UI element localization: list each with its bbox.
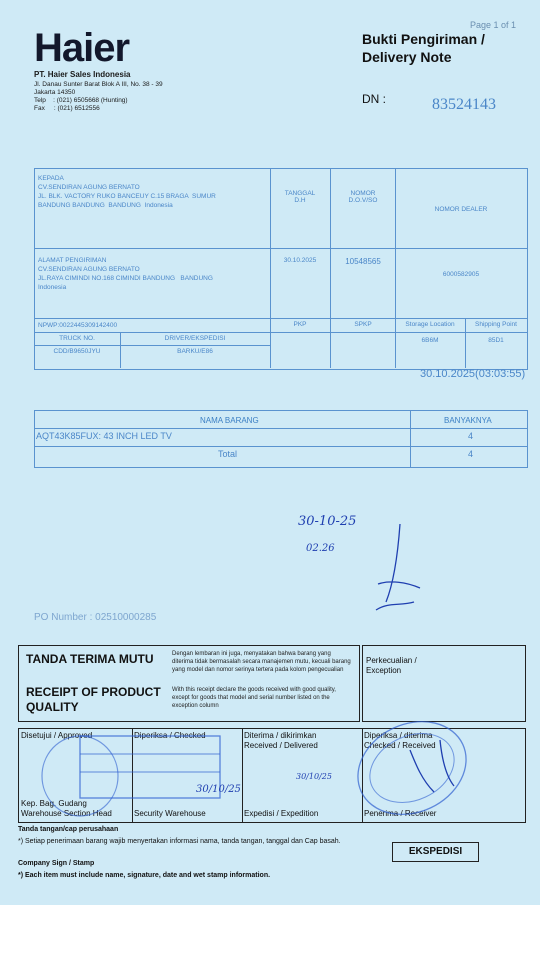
tanggal-sub: D.H (294, 197, 306, 204)
haier-logo: Haier (34, 26, 130, 70)
handwritten-time: 02.26 (306, 543, 335, 554)
dealer-value: 6000582905 (442, 271, 480, 278)
kepada-block (38, 174, 216, 210)
kepada-address-2: BANDUNG BANDUNG BANDUNG Indonesia (38, 202, 173, 209)
sig-checked-bottom: Security Warehouse (134, 809, 206, 818)
shipment-divider (34, 332, 527, 333)
sig-delivered-top: Diterima / dikirimkan Received / Delivered (244, 731, 318, 750)
tanggal-header (272, 190, 328, 204)
npwp: NPWP:0022445309142400 (38, 322, 118, 329)
items-divider (34, 446, 527, 447)
kepada-label: KEPADA (38, 175, 64, 182)
storage-location-label: Storage Location (405, 321, 455, 328)
title-line-1: Bukti Pengiriman / (362, 31, 485, 47)
sig-received-bottom: Penerima / Receiver (364, 809, 437, 818)
note-id: *) Setiap penerimaan barang wajib menyertakan informasi nama, tanda tangan, tanggal dan Cap basah. (18, 838, 341, 845)
shipment-divider (34, 318, 527, 319)
shipment-divider (395, 168, 396, 368)
alamat-label: ALAMAT PENGIRIMAN (38, 257, 107, 264)
alamat-address-1: JL.RAYA CIMINDI NO.168 CIMINDI BANDUNG BANDUNG (38, 275, 213, 282)
handwritten-note-3: 30/10/25 (296, 772, 332, 781)
receipt-text-id: Dengan lembaran ini juga, menyatakan bahwa barang yang diterima tidak bermasalah secara manajemen mutu, kecuali barang yang model dan nomor serinya tertera pada kolom pengecualian (172, 651, 351, 673)
receipt-text-en: With this receipt declare the goods received with good quality, except for goods that model and serial number listed on the exception column (172, 687, 336, 709)
sign-label: Company Sign / Stamp (18, 860, 95, 867)
item-name: AQT43K85FUX: 43 INCH LED TV (36, 431, 172, 441)
handwritten-date: 30-10-25 (298, 514, 357, 529)
handwritten-signature (370, 522, 430, 617)
page-indicator: Page 1 of 1 (470, 20, 517, 30)
items-divider (34, 428, 527, 429)
shipment-divider (34, 248, 527, 249)
kepada-name: CV.SENDIRAN AGUNG BERNATO (38, 184, 140, 191)
alamat-block (38, 256, 213, 292)
company-name: PT. Haier Sales Indonesia (34, 70, 131, 79)
total-value: 4 (468, 449, 474, 459)
pkp-label: PKP (293, 321, 307, 328)
sig-approved-bottom: Kep. Bag. Gudang Warehouse Section Head (21, 799, 112, 818)
shipment-divider (34, 345, 270, 346)
spkp-label: SPKP (354, 321, 372, 328)
shipment-divider (270, 168, 271, 368)
shipment-divider (120, 332, 121, 368)
printed-datetime: 30.10.2025(03:03:55) (420, 368, 526, 380)
nomor-sub: D.O.V/SO (348, 197, 378, 204)
storage-location-value: 6B6M (421, 337, 439, 344)
document-title (362, 30, 485, 66)
warehouse-stamp (40, 728, 230, 823)
handwritten-date-2: 30/10/25 (196, 784, 241, 795)
tanggal-label: TANGGAL (284, 190, 316, 197)
kepada-address-1: JL. BLK. VACTORY RUKO BANCEUY C.15 BRAGA SUMUR (38, 193, 216, 200)
address-line-2: Jakarta 14350 (34, 89, 76, 96)
exception-label: Perkecualian / Exception (366, 656, 417, 675)
receipt-title-en-2: QUALITY (26, 700, 79, 714)
item-qty: 4 (468, 431, 474, 441)
nomor-label: NOMOR (350, 190, 376, 197)
alamat-address-2: Indonesia (38, 284, 67, 291)
stamp-label: Tanda tangan/cap perusahaan (18, 826, 119, 833)
alamat-name: CV.SENDIRAN AGUNG BERNATO (38, 266, 140, 273)
items-divider (410, 410, 411, 467)
nomor-dealer-header: NOMOR DEALER (434, 206, 488, 213)
dn-label: DN : (362, 92, 386, 106)
nama-barang-header: NAMA BARANG (200, 416, 259, 425)
ekspedisi-label: EKSPEDISI (392, 842, 479, 862)
receipt-title-id: TANDA TERIMA MUTU (26, 652, 154, 666)
note-en: *) Each item must include name, signature, date and wet stamp information. (18, 872, 271, 879)
sig-approved-top: Disetujui / Approved (21, 731, 93, 740)
truck-label: TRUCK NO. (59, 335, 95, 342)
driver-value: BARKU/E86 (177, 348, 213, 355)
receiver-stamp (350, 710, 480, 825)
address-line-4: Fax : (021) 6512556 (34, 105, 100, 112)
sig-checked-top: Diperiksa / Checked (134, 731, 206, 740)
shipment-divider (330, 168, 331, 368)
shipping-point-value: 85D1 (488, 337, 504, 344)
tanggal-value: 30.10.2025 (283, 257, 317, 264)
shipping-point-label: Shipping Point (475, 321, 517, 328)
receipt-title-en-1: RECEIPT OF PRODUCT (26, 685, 161, 699)
nomor-header (332, 190, 394, 204)
nomor-value: 10548565 (345, 257, 381, 266)
truck-value: CDD/B9650JYU (53, 348, 101, 355)
sig-received-top: Diperiksa / diterima Checked / Received (364, 731, 436, 750)
company-address (34, 81, 163, 113)
banyaknya-header: BANYAKNYA (444, 416, 492, 425)
po-number: PO Number : 02510000285 (34, 612, 157, 623)
total-label: Total (218, 449, 238, 459)
driver-label: DRIVER/EKSPEDISI (164, 335, 226, 342)
address-line-1: Jl. Danau Sunter Barat Blok A III, No. 38 - 39 (34, 81, 163, 88)
dn-number: 83524143 (432, 96, 496, 113)
title-line-2: Delivery Note (362, 49, 452, 65)
sig-delivered-bottom: Expedisi / Expedition (244, 809, 319, 818)
address-line-3: Telp : (021) 6505668 (Hunting) (34, 97, 128, 104)
